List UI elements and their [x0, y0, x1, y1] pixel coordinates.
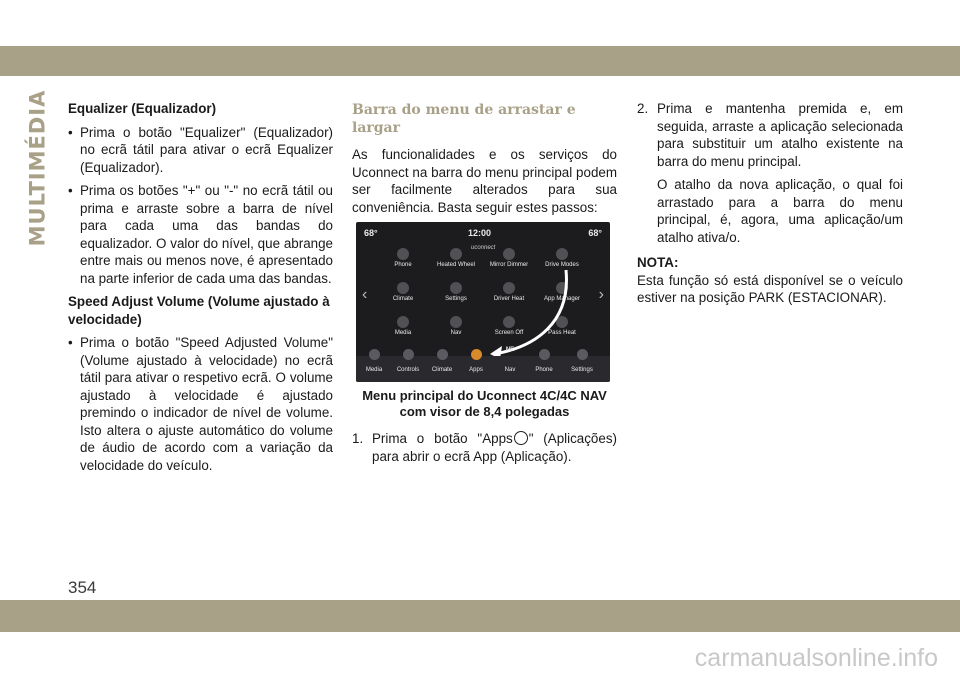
bullet-dot: • [68, 124, 73, 140]
app-tile-label: Settings [445, 296, 467, 302]
settings-icon [450, 282, 462, 294]
dock-item-apps [462, 349, 490, 380]
step-text [372, 430, 617, 465]
app-tile-label: Media [394, 330, 412, 336]
screen-time: 12:00 [468, 228, 492, 238]
section-heading: Barra do menu de arrastar e largar [352, 102, 576, 136]
dock-item [568, 349, 596, 380]
app-tile [378, 316, 428, 344]
app-tile [431, 248, 481, 276]
app-tile-label: Nav [450, 330, 462, 336]
heading-speed-adjust-volume: Speed Adjust Volume (Volume ajustado à velocidade) [68, 294, 330, 327]
step-number: 1. [352, 431, 364, 446]
header-band [0, 46, 960, 76]
app-tile-label: Driver Heat [493, 296, 525, 302]
screen-temp-left: 68° [364, 228, 378, 238]
watermark: carmanualsonline.info [694, 644, 938, 672]
section-side-tab-label: MULTIMÉDIA [25, 89, 50, 247]
note-text: Esta função só está disponível se o veículo estiver na posição PARK (ESTACIONAR). [637, 272, 903, 305]
column-1 [68, 100, 333, 480]
bullet-dot: • [68, 183, 73, 198]
drag-arrow-icon [476, 262, 576, 362]
list-item [68, 124, 333, 177]
app-tile [378, 282, 428, 310]
apps-icon [514, 431, 528, 445]
list-item [68, 334, 333, 474]
column-3 [637, 100, 903, 313]
app-tile [431, 282, 481, 310]
controls-icon [403, 349, 414, 360]
step-text: Prima e mantenha premida e, em seguida, arraste a aplicação selecionada para substituir um atalho existente na barra do menu principal. [657, 101, 903, 169]
app-tile-label: Climate [392, 296, 414, 302]
media-icon [369, 349, 380, 360]
phone-icon [539, 349, 550, 360]
list-item [68, 182, 333, 287]
nav-icon [450, 316, 462, 328]
app-tile-label: App Manager [543, 296, 581, 302]
bullet-dot: • [68, 335, 73, 350]
apps-icon [471, 349, 482, 360]
dock-item [530, 349, 558, 380]
app-tile-label: Heated Wheel [436, 262, 476, 268]
page-number: 354 [68, 578, 97, 597]
dock-item [360, 349, 388, 380]
dock-item-label: Controls [396, 366, 420, 373]
drive-modes-icon [556, 248, 568, 260]
dock-item-label: Nav [504, 366, 516, 373]
footer-band [0, 600, 960, 632]
screen-brand: uconnect [471, 245, 496, 251]
column-2 [352, 100, 617, 471]
step-2-note: O atalho da nova aplicação, o qual foi arrastado para a barra do menu principal, é, agora, uma aplicação/um atalho ativa/o. [657, 177, 903, 245]
media-icon [397, 316, 409, 328]
chevron-left-icon: ‹ [362, 286, 368, 303]
app-tile-label: Phone [394, 262, 412, 268]
note-heading: NOTA: [637, 255, 679, 270]
app-tile [378, 248, 428, 276]
list-item-text: Prima o botão "Equalizer" (Equalizador) no ecrã tátil para ativar o ecrã Equalizer (Equalizador). [80, 124, 333, 175]
app-tile-label: Drive Modes [545, 262, 579, 268]
dock-item-label: Phone [535, 366, 553, 373]
mirror-dimmer-icon [503, 248, 515, 260]
phone-icon [397, 248, 409, 260]
dock-item-label: Climate [431, 366, 453, 373]
app-tile [431, 316, 481, 344]
list-item-text: Prima os botões "+" ou "-" no ecrã tátil ou prima e arraste sobre a barra de nível para cada uma das bandas do equalizador. O valor do nível, que abrange entre mais ou menos nove, é apresentado na parte inferior de cada uma das bandas. [80, 183, 333, 286]
climate-icon [397, 282, 409, 294]
dock-item-label: Settings [571, 366, 593, 373]
step-number: 2. [637, 101, 649, 116]
heading-equalizer: Equalizer (Equalizador) [68, 101, 217, 116]
dock-item [496, 342, 524, 379]
app-tile-label: Screen Off [494, 330, 524, 336]
dock-item-label: Apps [469, 366, 483, 373]
uconnect-screen-image [356, 222, 610, 382]
settings-icon [577, 349, 588, 360]
dock-item [394, 349, 422, 380]
intro-paragraph: As funcionalidades e os serviços do Uconnect na barra do menu principal podem ser facilmente alterados para sua conveniência. Basta seguir estes passos: [352, 147, 617, 215]
nav-badge: NE [505, 347, 515, 353]
chevron-right-icon: › [598, 286, 604, 303]
screen-temp-right: 68° [588, 228, 602, 238]
dock-item-label: Media [365, 366, 383, 373]
app-tile-label: Pass Heat [548, 330, 576, 336]
app-tile-label: Mirror Dimmer [489, 262, 529, 268]
heated-wheel-icon [450, 248, 462, 260]
climate-icon [437, 349, 448, 360]
step-text-part: " (Aplicações) para abrir o ecrã App (Aplicação). [372, 431, 617, 464]
section-side-tab [20, 89, 54, 247]
screen-dock [356, 347, 610, 382]
list-item-text: Prima o botão "Speed Adjusted Volume" (Volume ajustado à velocidade) no ecrã tátil para ativar o respetivo ecrã. O volume ajustado à velocidade é ajustado premindo o indicador de nível de volume. Isto altera o ajuste automático do volume de áudio de acordo com a variação da velocidade do veículo. [80, 335, 333, 473]
step-text-part: Prima o botão "Apps [372, 431, 513, 446]
step-2 [637, 100, 903, 170]
screen-status-bar [356, 222, 610, 238]
figure-caption: Menu principal do Uconnect 4C/4C NAV com visor de 8,4 polegadas [362, 388, 607, 419]
step-1 [352, 430, 617, 465]
dock-item [428, 349, 456, 380]
